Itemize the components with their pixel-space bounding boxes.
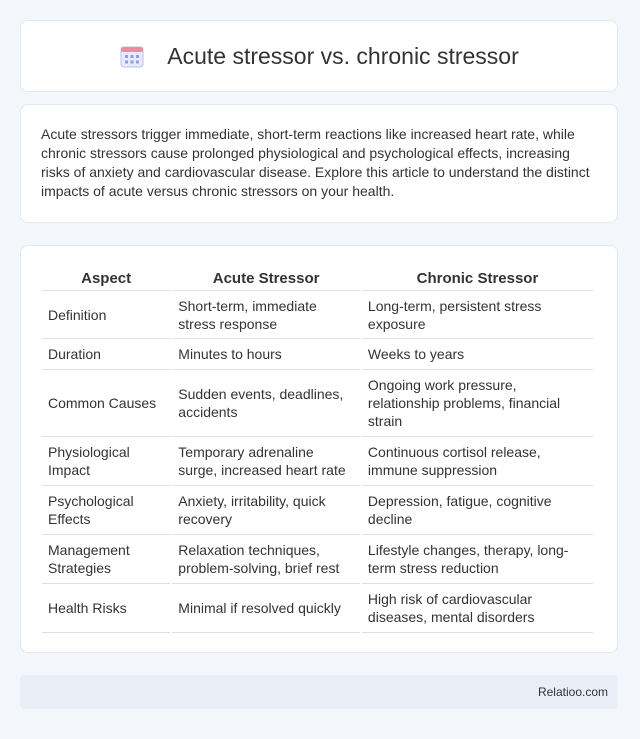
row-chronic: Weeks to years: [362, 339, 593, 370]
intro-card: [20, 104, 618, 223]
row-acute: Sudden events, deadlines, accidents: [172, 370, 360, 437]
row-chronic: Continuous cortisol release, immune suppression: [362, 437, 593, 486]
column-header-chronic: Chronic Stressor: [362, 266, 593, 291]
table-row: [42, 291, 593, 339]
row-chronic: Lifestyle changes, therapy, long-term stress reduction: [362, 535, 593, 584]
comparison-table-card: [20, 245, 618, 653]
row-aspect: Definition: [42, 291, 170, 339]
table-row: [42, 535, 593, 584]
row-acute: Relaxation techniques, problem-solving, brief rest: [172, 535, 360, 584]
comparison-table: [40, 266, 595, 633]
row-acute: Temporary adrenaline surge, increased heart rate: [172, 437, 360, 486]
row-chronic: Long-term, persistent stress exposure: [362, 291, 593, 339]
intro-text: Acute stressors trigger immediate, short-term reactions like increased heart rate, while chronic stressors cause prolonged physiological and psychological effects, increasing risks of anxiety and cardiovascular disease. Explore this article to understand the distinct impacts of acute versus chronic stressors on your health.: [41, 126, 590, 199]
header-card: [20, 20, 618, 92]
table-row: [42, 584, 593, 633]
row-acute: Short-term, immediate stress response: [172, 291, 360, 339]
footer: [20, 675, 618, 709]
row-aspect: Psychological Effects: [42, 486, 170, 535]
calendar-icon: [119, 43, 145, 69]
row-aspect: Management Strategies: [42, 535, 170, 584]
page-title: Acute stressor vs. chronic stressor: [167, 42, 519, 69]
row-aspect: Duration: [42, 339, 170, 370]
table-header-row: [42, 266, 593, 291]
row-chronic: High risk of cardiovascular diseases, mental disorders: [362, 584, 593, 633]
table-row: [42, 339, 593, 370]
row-aspect: Health Risks: [42, 584, 170, 633]
row-aspect: Common Causes: [42, 370, 170, 437]
table-row: [42, 486, 593, 535]
row-aspect: Physiological Impact: [42, 437, 170, 486]
table-row: [42, 370, 593, 437]
table-row: [42, 437, 593, 486]
footer-site-link[interactable]: Relatioo.com: [537, 685, 608, 699]
column-header-aspect: Aspect: [42, 266, 170, 291]
row-acute: Minutes to hours: [172, 339, 360, 370]
row-chronic: Ongoing work pressure, relationship problems, financial strain: [362, 370, 593, 437]
column-header-acute: Acute Stressor: [172, 266, 360, 291]
row-acute: Minimal if resolved quickly: [172, 584, 360, 633]
row-chronic: Depression, fatigue, cognitive decline: [362, 486, 593, 535]
row-acute: Anxiety, irritability, quick recovery: [172, 486, 360, 535]
